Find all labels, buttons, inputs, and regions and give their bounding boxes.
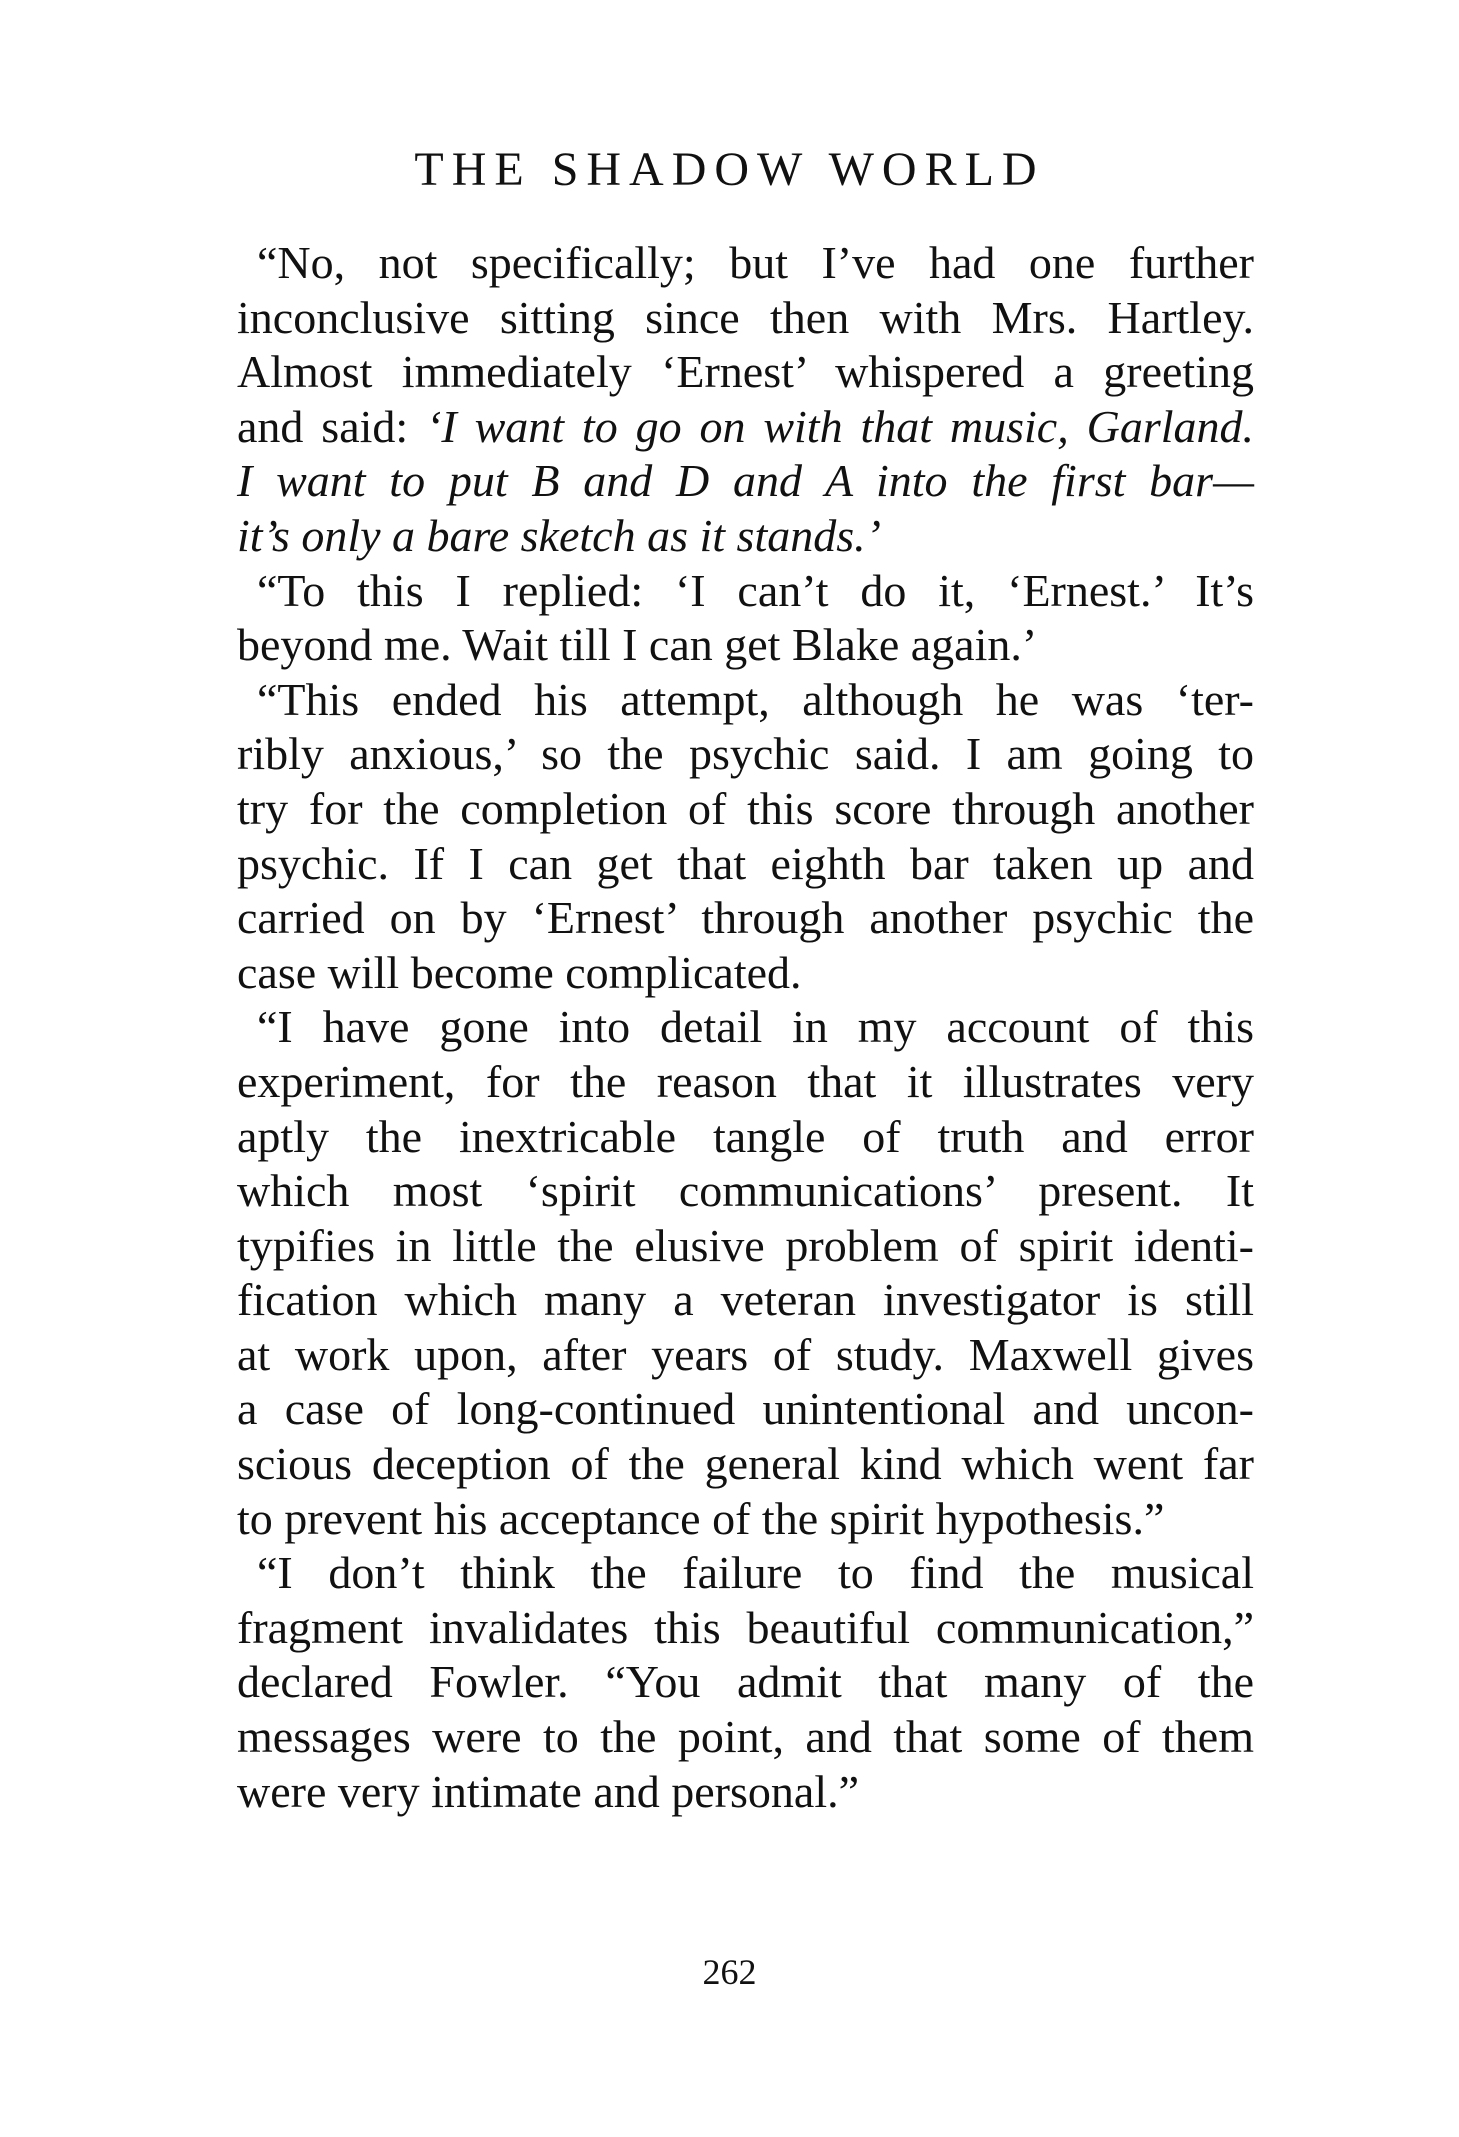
text-line-italic: ‘I want to go on with that music, Garland. [426,400,1255,452]
text-line: scious deception of the general kind which went far [237,1438,1254,1490]
body-text [237,236,1254,1819]
text-line: “This ended his attempt, although he was ‘ter- [257,673,1254,725]
text-line: fication which many a veteran investigator is still [237,1274,1254,1326]
text-line: to prevent his acceptance of the spirit hypothesis.” [237,1492,1165,1544]
text-line: “To this I replied: ‘I can’t do it, ‘Ernest.’ It’s [257,564,1254,616]
page-number: 262 [702,1952,757,1992]
text-line: try for the completion of this score through another [237,782,1254,834]
text-line: Almost immediately ‘Ernest’ whispered a greeting [237,346,1254,398]
text-line: fragment invalidates this beautiful communication,” [237,1601,1254,1653]
text-line: inconclusive sitting since then with Mrs. Hartley. [237,291,1254,343]
text-line: typifies in little the elusive problem of spirit identi- [237,1219,1254,1271]
text-line: messages were to the point, and that some of them [237,1711,1254,1763]
text-line: case will become complicated. [237,946,802,998]
text-line: a case of long-continued unintentional and uncon- [237,1383,1254,1435]
text-line: which most ‘spirit communications’ present. It [237,1165,1254,1217]
text-line: “No, not specifically; but I’ve had one further [257,237,1254,288]
text-line: were very intimate and personal.” [237,1765,860,1817]
text-line: psychic. If I can get that eighth bar taken up and [237,837,1254,889]
text-line: “I don’t think the failure to find the musical [257,1547,1254,1599]
text-line: “I have gone into detail in my account of this [257,1001,1254,1053]
running-head: THE SHADOW WORLD [414,143,1045,196]
text-line: experiment, for the reason that it illustrates very [237,1055,1254,1107]
text-line: carried on by ‘Ernest’ through another psychic the [237,892,1254,944]
text-line: beyond me. Wait till I can get Blake again.’ [237,619,1038,671]
text-line: at work upon, after years of study. Maxwell gives [237,1328,1254,1380]
text-line [237,400,1254,455]
text-line: I want to put B and D and A into the first bar— [237,455,1254,507]
text-line-roman: and said: [237,400,427,452]
text-line: it’s only a bare sketch as it stands.’ [237,509,881,561]
text-line: ribly anxious,’ so the psychic said. I am going to [237,728,1254,780]
text-line: declared Fowler. “You admit that many of the [237,1656,1254,1708]
text-line: aptly the inextricable tangle of truth and error [237,1110,1254,1162]
